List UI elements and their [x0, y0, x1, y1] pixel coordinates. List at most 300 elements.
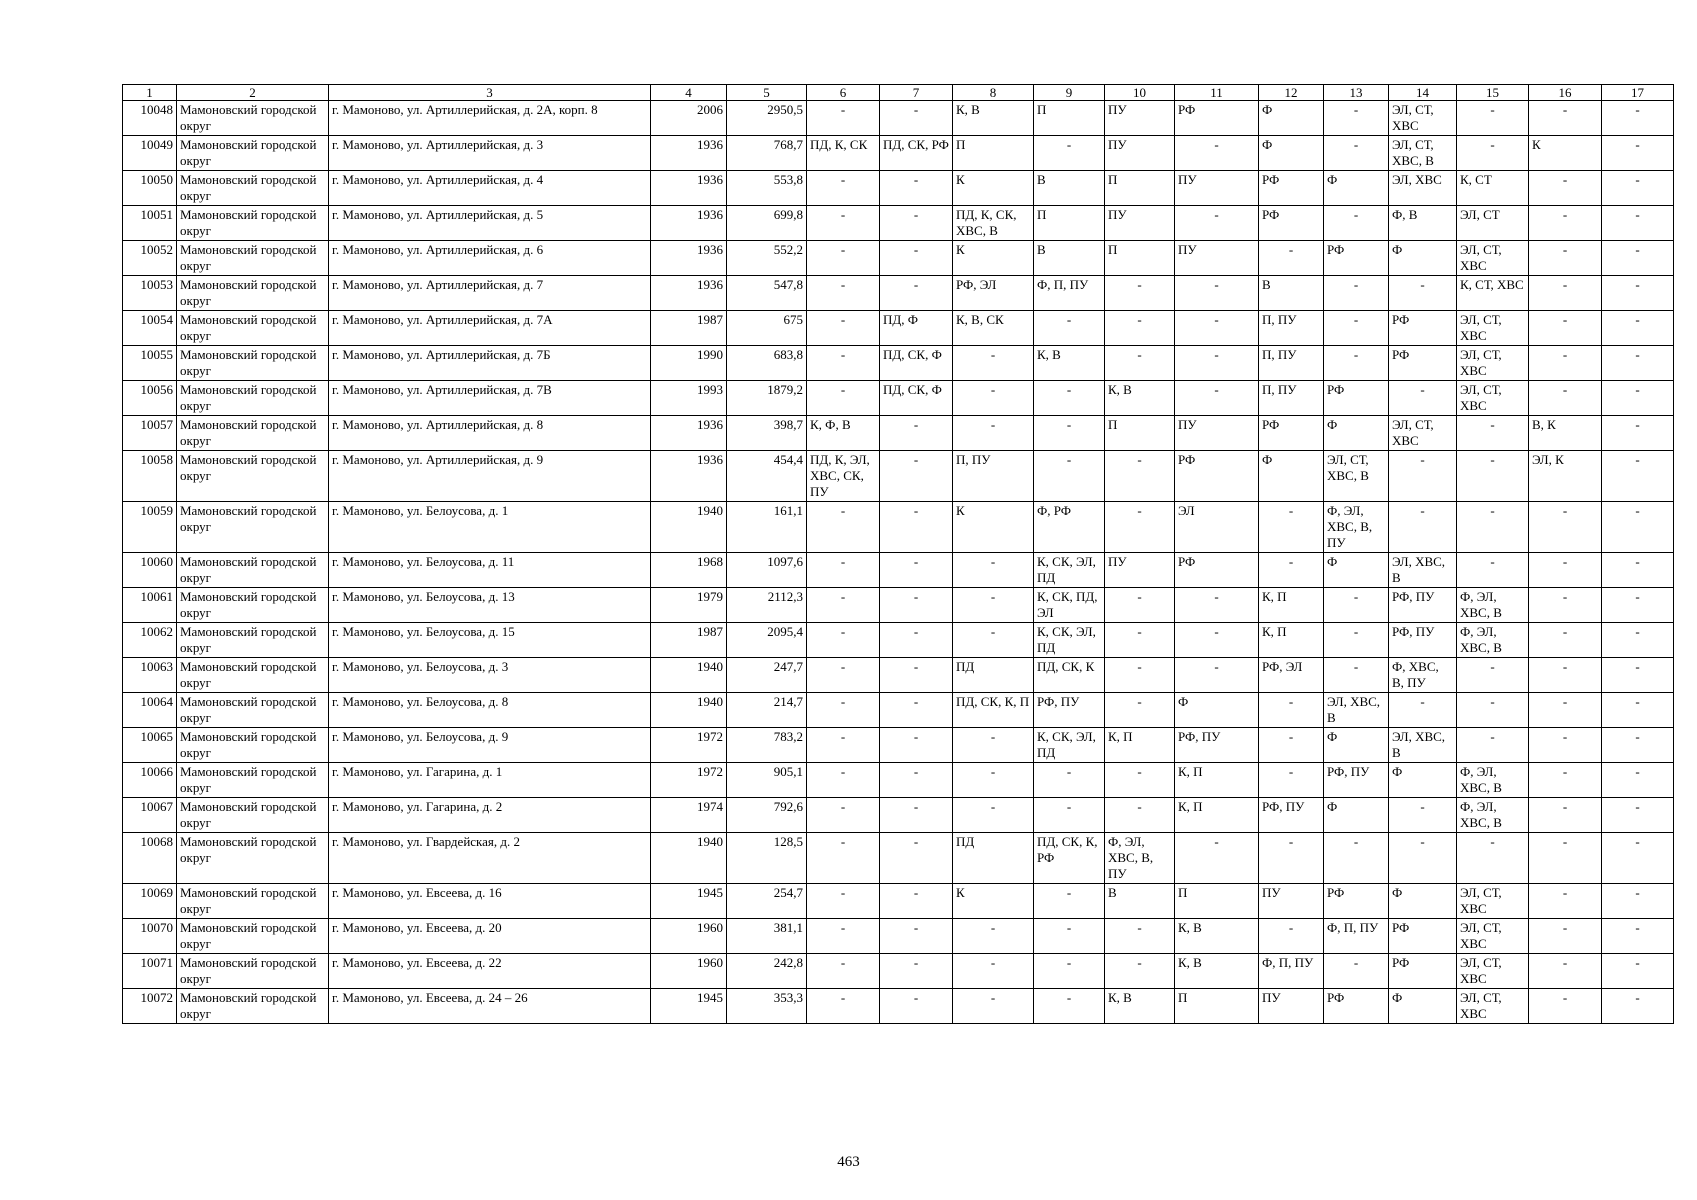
table-cell: - [1457, 451, 1529, 502]
table-cell: РФ [1324, 241, 1389, 276]
table-cell: ЭЛ, СТ, ХВС [1457, 346, 1529, 381]
table-cell: 10059 [123, 502, 177, 553]
table-cell: - [807, 241, 880, 276]
table-cell: Мамоновский городской округ [177, 206, 329, 241]
table-cell: - [1034, 763, 1105, 798]
table-cell: - [1259, 502, 1324, 553]
table-cell: - [1457, 553, 1529, 588]
table-cell: - [1602, 623, 1674, 658]
table-cell: РФ, ЭЛ [953, 276, 1034, 311]
table-cell: - [1324, 276, 1389, 311]
table-cell: - [1324, 206, 1389, 241]
table-cell: г. Мамоново, ул. Белоусова, д. 1 [329, 502, 651, 553]
table-cell: г. Мамоново, ул. Белоусова, д. 15 [329, 623, 651, 658]
table-cell: ПД, Ф [880, 311, 953, 346]
table-cell: 214,7 [727, 693, 807, 728]
table-cell: - [1602, 989, 1674, 1024]
table-cell: ЭЛ [1175, 502, 1259, 553]
table-cell: - [807, 833, 880, 884]
table-cell: 1945 [651, 989, 727, 1024]
table-cell: - [807, 728, 880, 763]
table-cell: г. Мамоново, ул. Артиллерийская, д. 7А [329, 311, 651, 346]
table-cell: - [1324, 136, 1389, 171]
table-cell: ПУ [1259, 989, 1324, 1024]
table-cell: - [1602, 381, 1674, 416]
table-cell: РФ [1259, 416, 1324, 451]
table-cell: ЭЛ, СТ, ХВС, В [1324, 451, 1389, 502]
table-cell: ПУ [1259, 884, 1324, 919]
table-cell: 2950,5 [727, 101, 807, 136]
table-cell: 161,1 [727, 502, 807, 553]
table-cell: Мамоновский городской округ [177, 693, 329, 728]
table-cell: г. Мамоново, ул. Белоусова, д. 8 [329, 693, 651, 728]
table-cell: г. Мамоново, ул. Артиллерийская, д. 7 [329, 276, 651, 311]
table-cell: П [1034, 101, 1105, 136]
table-cell: - [1324, 588, 1389, 623]
table-cell: - [880, 241, 953, 276]
table-cell: Ф, РФ [1034, 502, 1105, 553]
table-cell: - [880, 919, 953, 954]
table-cell: РФ [1389, 346, 1457, 381]
table-row [123, 553, 1674, 588]
table-cell: Мамоновский городской округ [177, 588, 329, 623]
table-cell: 1936 [651, 171, 727, 206]
table-cell: - [1602, 588, 1674, 623]
table-cell: ЭЛ, СТ, ХВС [1389, 101, 1457, 136]
table-cell: В [1034, 171, 1105, 206]
table-cell: - [1259, 693, 1324, 728]
table-cell: 242,8 [727, 954, 807, 989]
table-cell: - [1324, 833, 1389, 884]
table-cell: - [1259, 553, 1324, 588]
table-cell: - [1034, 954, 1105, 989]
table-cell: 1987 [651, 311, 727, 346]
table-cell: г. Мамоново, ул. Евсеева, д. 16 [329, 884, 651, 919]
table-cell: - [880, 553, 953, 588]
table-cell: Ф [1389, 989, 1457, 1024]
table-cell: - [1529, 989, 1602, 1024]
column-header-3: 3 [329, 85, 651, 101]
table-cell: - [807, 884, 880, 919]
table-cell: 10066 [123, 763, 177, 798]
table-cell: 10050 [123, 171, 177, 206]
page-number: 463 [837, 1154, 860, 1170]
table-cell: Мамоновский городской округ [177, 798, 329, 833]
table-cell: - [807, 171, 880, 206]
table-cell: - [1602, 136, 1674, 171]
table-cell: - [1259, 763, 1324, 798]
table-cell: - [807, 502, 880, 553]
table-cell: - [880, 623, 953, 658]
table-cell: Ф, ЭЛ, ХВС, В, ПУ [1324, 502, 1389, 553]
table-cell: - [1529, 381, 1602, 416]
table-cell: - [807, 588, 880, 623]
table-cell: - [807, 658, 880, 693]
table-cell: - [1175, 206, 1259, 241]
column-header-1: 1 [123, 85, 177, 101]
table-cell: - [1529, 693, 1602, 728]
table-cell: - [1529, 884, 1602, 919]
table-cell: - [1175, 136, 1259, 171]
table-cell: - [1105, 311, 1175, 346]
table-cell: 1987 [651, 623, 727, 658]
table-cell: Мамоновский городской округ [177, 833, 329, 884]
table-cell: ПД [953, 658, 1034, 693]
column-header-16: 16 [1529, 85, 1602, 101]
table-cell: П, ПУ [953, 451, 1034, 502]
table-cell: К [953, 241, 1034, 276]
table-cell: - [1259, 241, 1324, 276]
table-cell: Ф [1324, 798, 1389, 833]
table-cell: 1972 [651, 763, 727, 798]
table-cell: Мамоновский городской округ [177, 276, 329, 311]
table-cell: 398,7 [727, 416, 807, 451]
table-cell: - [1602, 451, 1674, 502]
table-row [123, 884, 1674, 919]
table-cell: Ф [1324, 553, 1389, 588]
table-cell: 10058 [123, 451, 177, 502]
table-cell: 1936 [651, 136, 727, 171]
table-cell: РФ [1175, 101, 1259, 136]
table-cell: 1940 [651, 502, 727, 553]
table-cell: Мамоновский городской округ [177, 728, 329, 763]
table-cell: - [1105, 588, 1175, 623]
table-cell: 1879,2 [727, 381, 807, 416]
table-cell: - [880, 588, 953, 623]
table-cell: ЭЛ, ХВС [1389, 171, 1457, 206]
table-cell: - [1389, 451, 1457, 502]
table-cell: ЭЛ, К [1529, 451, 1602, 502]
table-cell: ПУ [1105, 101, 1175, 136]
table-cell: - [1457, 136, 1529, 171]
table-cell: - [807, 553, 880, 588]
table-cell: ПУ [1105, 553, 1175, 588]
table-row [123, 693, 1674, 728]
table-row [123, 416, 1674, 451]
table-cell: - [1529, 954, 1602, 989]
table-cell: К, П [1175, 763, 1259, 798]
table-cell: - [1529, 588, 1602, 623]
table-cell: Мамоновский городской округ [177, 451, 329, 502]
table-cell: - [1324, 954, 1389, 989]
table-cell: г. Мамоново, ул. Евсеева, д. 24 – 26 [329, 989, 651, 1024]
table-cell: ЭЛ, ХВС, В [1389, 728, 1457, 763]
table-cell: - [1602, 693, 1674, 728]
table-cell: Мамоновский городской округ [177, 623, 329, 658]
table-cell: 10051 [123, 206, 177, 241]
column-header-11: 11 [1175, 85, 1259, 101]
table-cell: - [1034, 798, 1105, 833]
table-cell: ЭЛ, СТ, ХВС [1457, 884, 1529, 919]
table-cell: - [1105, 658, 1175, 693]
table-cell: П [1105, 416, 1175, 451]
table-cell: - [1324, 311, 1389, 346]
table-cell: 768,7 [727, 136, 807, 171]
table-cell: Мамоновский городской округ [177, 101, 329, 136]
table-cell: Мамоновский городской округ [177, 919, 329, 954]
table-cell: - [1529, 206, 1602, 241]
table-cell: - [1324, 658, 1389, 693]
table-cell: ЭЛ, СТ, ХВС [1389, 416, 1457, 451]
table-cell: - [880, 276, 953, 311]
table-cell: - [1529, 276, 1602, 311]
table-cell: РФ [1389, 954, 1457, 989]
table-cell: - [1602, 833, 1674, 884]
table-cell: - [1529, 311, 1602, 346]
table-cell: - [880, 989, 953, 1024]
table-cell: РФ, ПУ [1389, 588, 1457, 623]
table-cell: - [1034, 451, 1105, 502]
table-cell: - [1602, 276, 1674, 311]
table-cell: - [1602, 311, 1674, 346]
table-cell: - [1324, 101, 1389, 136]
table-cell: Мамоновский городской округ [177, 658, 329, 693]
table-cell: 1979 [651, 588, 727, 623]
table-cell: г. Мамоново, ул. Артиллерийская, д. 2А, корп. 8 [329, 101, 651, 136]
table-cell: - [1602, 101, 1674, 136]
table-cell: - [1175, 346, 1259, 381]
column-header-5: 5 [727, 85, 807, 101]
table-cell: - [1602, 884, 1674, 919]
column-header-2: 2 [177, 85, 329, 101]
table-cell: 10062 [123, 623, 177, 658]
table-cell: П [1105, 241, 1175, 276]
table-cell: Мамоновский городской округ [177, 763, 329, 798]
table-row [123, 171, 1674, 206]
table-cell: - [1175, 623, 1259, 658]
table-cell: ЭЛ, СТ, ХВС [1457, 241, 1529, 276]
table-cell: г. Мамоново, ул. Гагарина, д. 2 [329, 798, 651, 833]
table-cell: 10067 [123, 798, 177, 833]
table-cell: - [1389, 381, 1457, 416]
table-cell: - [807, 954, 880, 989]
table-row [123, 798, 1674, 833]
table-cell: 454,4 [727, 451, 807, 502]
table-cell: - [953, 623, 1034, 658]
column-header-12: 12 [1259, 85, 1324, 101]
table-cell: РФ [1324, 989, 1389, 1024]
table-cell: РФ, ПУ [1259, 798, 1324, 833]
table-cell: - [1175, 276, 1259, 311]
table-row [123, 241, 1674, 276]
table-cell: - [1034, 919, 1105, 954]
table-cell: Ф [1259, 136, 1324, 171]
table-cell: Ф [1259, 101, 1324, 136]
table-cell: РФ, ПУ [1034, 693, 1105, 728]
table-cell: К, СК, ПД, ЭЛ [1034, 588, 1105, 623]
table-cell: 552,2 [727, 241, 807, 276]
table-cell: - [880, 206, 953, 241]
table-row [123, 276, 1674, 311]
table-cell: - [880, 884, 953, 919]
table-cell: 10052 [123, 241, 177, 276]
table-cell: г. Мамоново, ул. Артиллерийская, д. 6 [329, 241, 651, 276]
table-row [123, 451, 1674, 502]
table-cell: г. Мамоново, ул. Евсеева, д. 22 [329, 954, 651, 989]
table-cell: К, П [1259, 623, 1324, 658]
table-cell: г. Мамоново, ул. Артиллерийская, д. 3 [329, 136, 651, 171]
table-cell: 10054 [123, 311, 177, 346]
table-cell: - [880, 954, 953, 989]
table-cell: К, П [1175, 798, 1259, 833]
table-cell: - [1259, 833, 1324, 884]
table-cell: 675 [727, 311, 807, 346]
table-cell: РФ [1389, 311, 1457, 346]
table-cell: 553,8 [727, 171, 807, 206]
table-row [123, 833, 1674, 884]
table-cell: - [807, 206, 880, 241]
table-cell: г. Мамоново, ул. Гвардейская, д. 2 [329, 833, 651, 884]
table-cell: Ф [1324, 728, 1389, 763]
table-cell: - [1602, 241, 1674, 276]
table-row [123, 502, 1674, 553]
table-cell: ЭЛ, СТ, ХВС [1457, 311, 1529, 346]
table-cell: 10056 [123, 381, 177, 416]
table-cell: - [1457, 658, 1529, 693]
table-cell: - [880, 658, 953, 693]
table-cell: - [1389, 502, 1457, 553]
table-cell: ПУ [1105, 206, 1175, 241]
table-cell: - [880, 763, 953, 798]
table-cell: 10065 [123, 728, 177, 763]
table-cell: - [880, 833, 953, 884]
table-cell: Мамоновский городской округ [177, 416, 329, 451]
table-cell: К, В [1105, 381, 1175, 416]
table-cell: РФ [1389, 919, 1457, 954]
table-cell: - [880, 416, 953, 451]
table-cell: К, СТ, ХВС [1457, 276, 1529, 311]
table-cell: - [1324, 623, 1389, 658]
table-cell: П [1034, 206, 1105, 241]
table-cell: 10070 [123, 919, 177, 954]
table-cell: К, В [1105, 989, 1175, 1024]
table-cell: 10064 [123, 693, 177, 728]
table-row [123, 206, 1674, 241]
table-row [123, 763, 1674, 798]
table-cell: 254,7 [727, 884, 807, 919]
table-cell: Мамоновский городской округ [177, 989, 329, 1024]
table-cell: 1940 [651, 658, 727, 693]
table-cell: г. Мамоново, ул. Евсеева, д. 20 [329, 919, 651, 954]
table-cell: - [1529, 658, 1602, 693]
document-table [122, 84, 1674, 1024]
table-cell: ЭЛ, СТ, ХВС [1457, 381, 1529, 416]
table-cell: - [1602, 954, 1674, 989]
table-cell: 547,8 [727, 276, 807, 311]
table-cell: К, Ф, В [807, 416, 880, 451]
table-cell: - [880, 101, 953, 136]
table-cell: - [1457, 728, 1529, 763]
table-cell: РФ [1175, 553, 1259, 588]
table-cell: - [1457, 833, 1529, 884]
table-cell: 699,8 [727, 206, 807, 241]
table-cell: ЭЛ, ХВС, В [1389, 553, 1457, 588]
table-cell: ПУ [1175, 241, 1259, 276]
table-cell: П, ПУ [1259, 381, 1324, 416]
table-cell: 10069 [123, 884, 177, 919]
table-cell: - [953, 954, 1034, 989]
table-cell: - [1602, 502, 1674, 553]
table-cell: 1974 [651, 798, 727, 833]
table-cell: В [1105, 884, 1175, 919]
table-cell: г. Мамоново, ул. Артиллерийская, д. 7В [329, 381, 651, 416]
table-cell: В [1259, 276, 1324, 311]
table-cell: - [1457, 502, 1529, 553]
table-cell: ЭЛ, СТ, ХВС [1457, 989, 1529, 1024]
table-cell: - [807, 311, 880, 346]
table-cell: - [1529, 502, 1602, 553]
table-row [123, 919, 1674, 954]
table-row [123, 588, 1674, 623]
table-cell: ПУ [1175, 171, 1259, 206]
table-cell: К, В [1034, 346, 1105, 381]
table-cell: К, П [1259, 588, 1324, 623]
table-cell: г. Мамоново, ул. Гагарина, д. 1 [329, 763, 651, 798]
table-cell: Мамоновский городской округ [177, 346, 329, 381]
table-cell: - [953, 728, 1034, 763]
table-cell: - [1529, 241, 1602, 276]
column-header-10: 10 [1105, 85, 1175, 101]
table-cell: ПД, К, СК [807, 136, 880, 171]
table-cell: - [1602, 798, 1674, 833]
table-cell: - [1529, 553, 1602, 588]
table-cell: - [807, 763, 880, 798]
table-cell: Мамоновский городской округ [177, 171, 329, 206]
table-cell: К, В [1175, 954, 1259, 989]
table-cell: - [1529, 101, 1602, 136]
table-cell: - [1259, 728, 1324, 763]
table-header-row [123, 85, 1674, 101]
table-cell: ПД, СК, К, РФ [1034, 833, 1105, 884]
table-cell: - [953, 763, 1034, 798]
table-cell: Мамоновский городской округ [177, 136, 329, 171]
table-cell: 10071 [123, 954, 177, 989]
column-header-17: 17 [1602, 85, 1674, 101]
table-cell: - [1034, 884, 1105, 919]
table-cell: К, СК, ЭЛ, ПД [1034, 728, 1105, 763]
table-cell: - [953, 553, 1034, 588]
table-cell: П, ПУ [1259, 311, 1324, 346]
table-cell: Ф [1389, 884, 1457, 919]
table-cell: г. Мамоново, ул. Белоусова, д. 3 [329, 658, 651, 693]
table-cell: - [1529, 833, 1602, 884]
table-cell: 683,8 [727, 346, 807, 381]
table-cell: - [1457, 416, 1529, 451]
table-cell: ПД, К, СК, ХВС, В [953, 206, 1034, 241]
table-cell: ПД, СК, Ф [880, 346, 953, 381]
table-cell: - [807, 276, 880, 311]
table-cell: - [953, 346, 1034, 381]
table-cell: К, В [953, 101, 1034, 136]
table-cell: - [1602, 553, 1674, 588]
table-cell: Ф, ЭЛ, ХВС, В, ПУ [1105, 833, 1175, 884]
table-cell: К [953, 171, 1034, 206]
table-row [123, 954, 1674, 989]
table-cell: - [953, 416, 1034, 451]
table-cell: К, П [1105, 728, 1175, 763]
table-cell: 1940 [651, 693, 727, 728]
table-cell: 1936 [651, 241, 727, 276]
table-cell: 10057 [123, 416, 177, 451]
table-cell: - [1602, 658, 1674, 693]
table-cell: 10048 [123, 101, 177, 136]
table-cell: - [1529, 171, 1602, 206]
table-cell: г. Мамоново, ул. Артиллерийская, д. 8 [329, 416, 651, 451]
table-cell: В, К [1529, 416, 1602, 451]
table-cell: - [1105, 623, 1175, 658]
table-cell: К, СК, ЭЛ, ПД [1034, 553, 1105, 588]
table-cell: 10053 [123, 276, 177, 311]
